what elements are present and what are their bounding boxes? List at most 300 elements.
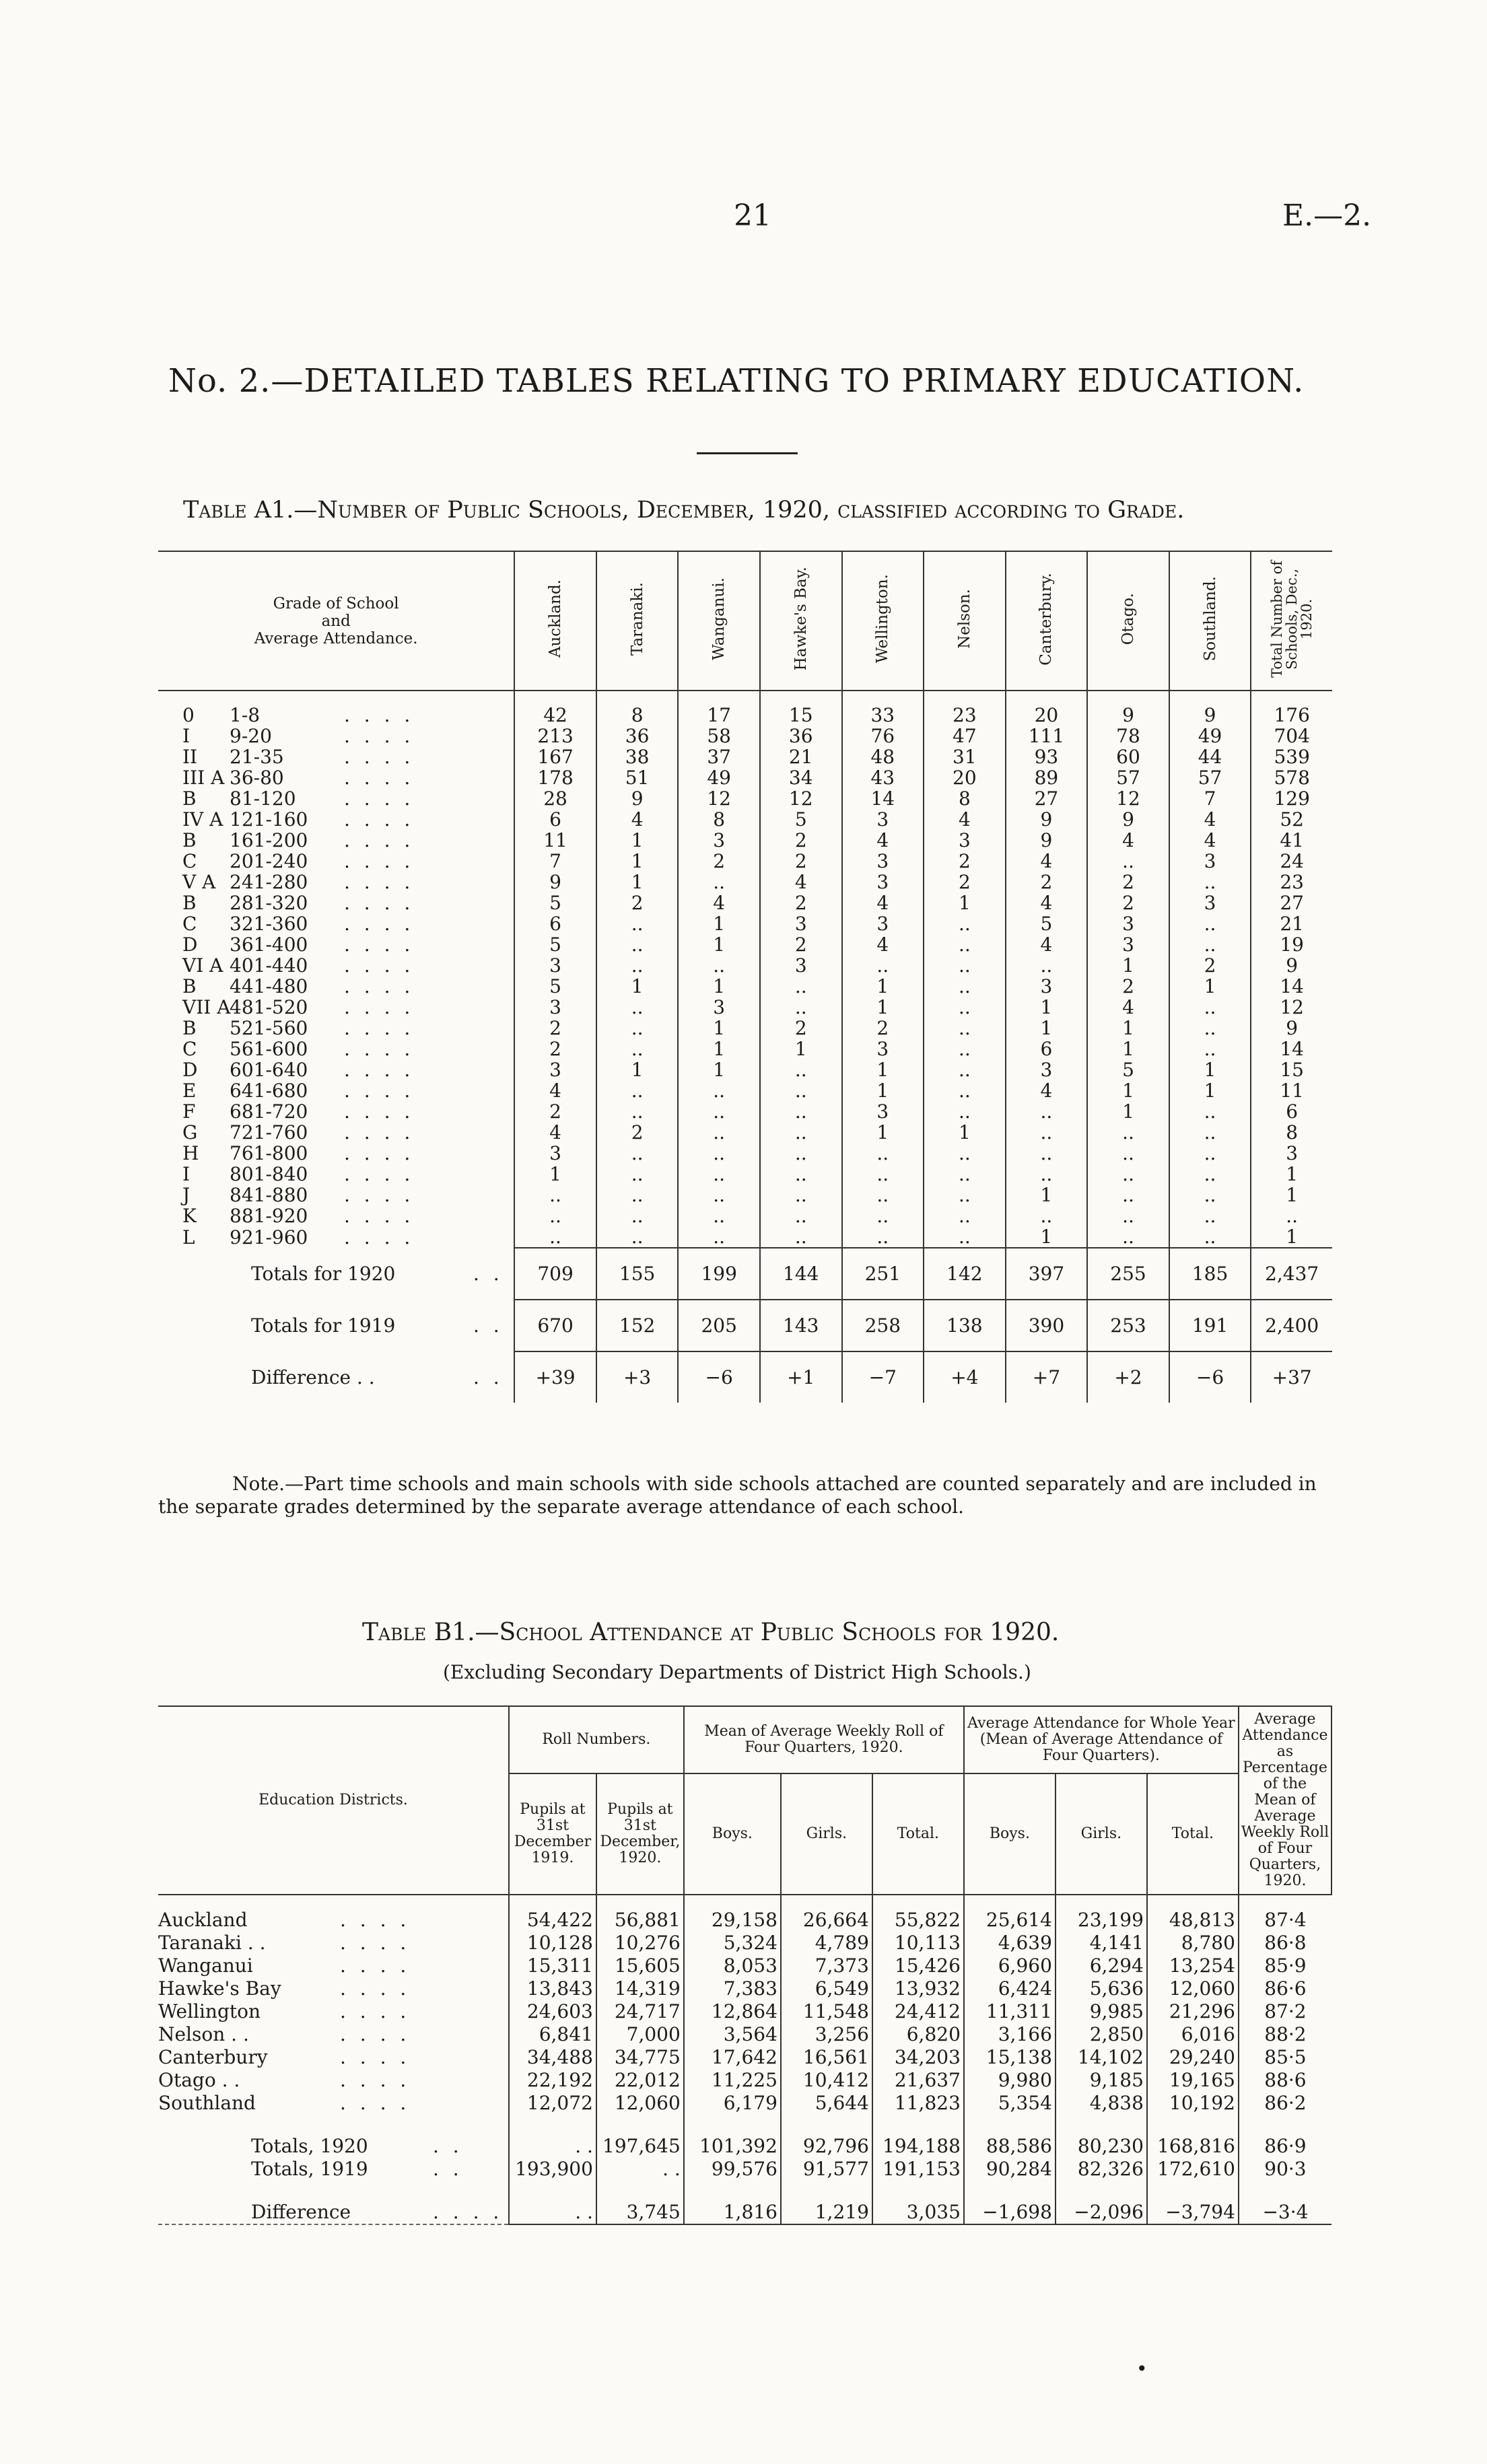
value-cell: .. (1087, 1185, 1169, 1205)
value-cell: 4 (842, 892, 924, 913)
percentage-header: Average Attendance as Percentage of the Mean of Average Weekly Roll of Four Quarters, 1920. (1239, 1706, 1332, 1895)
table-row (158, 726, 1332, 746)
value-cell: 7 (514, 851, 596, 872)
value-cell: 6,424 (964, 1977, 1056, 2000)
value-cell: 1 (596, 830, 679, 851)
value-cell: 2 (760, 830, 842, 851)
value-cell: .. (1251, 1205, 1332, 1226)
value-cell: 3 (1006, 1059, 1088, 1080)
leader-dots: . . (433, 2135, 463, 2157)
value-cell: .. (1169, 872, 1251, 892)
value-cell: 34,203 (872, 2046, 964, 2069)
attendance-range: 281-320 (230, 892, 308, 914)
totals-row (158, 1351, 1332, 1403)
leader-dots: . . . . (344, 725, 415, 747)
value-cell: 3,564 (684, 2023, 781, 2046)
value-cell: 12,060 (596, 2092, 684, 2115)
value-cell: .. (842, 1164, 924, 1185)
grade-cell (158, 1039, 514, 1059)
value-cell: .. (596, 1018, 679, 1039)
value-cell: 1 (1087, 1018, 1169, 1039)
value-cell: 11,548 (781, 2000, 872, 2023)
value-cell: 11 (1251, 1080, 1332, 1101)
value-cell: 22,192 (509, 2069, 596, 2092)
value-cell: 33 (842, 691, 924, 726)
value-cell: .. (760, 1185, 842, 1205)
spacer-cell (1147, 2115, 1239, 2135)
value-cell: +37 (1251, 1351, 1332, 1403)
value-cell: 10,192 (1147, 2092, 1239, 2115)
attendance-range: 441-480 (230, 975, 308, 997)
value-cell: .. (596, 1205, 679, 1226)
value-cell: 3 (760, 955, 842, 976)
value-cell: 2 (1087, 872, 1169, 892)
table-row (158, 1039, 1332, 1059)
table-row (158, 1080, 1332, 1101)
value-cell: 11,311 (964, 2000, 1056, 2023)
mean-roll-header: Mean of Average Weekly Roll of Four Quarters, 1920. (684, 1706, 964, 1773)
value-cell: 43 (842, 767, 924, 788)
spacer-cell (1056, 2181, 1147, 2201)
value-cell: 138 (924, 1300, 1006, 1351)
boys-header: Boys. (684, 1773, 781, 1895)
value-cell: 3 (842, 851, 924, 872)
value-cell: 3 (514, 1059, 596, 1080)
attendance-range: 561-600 (230, 1038, 308, 1060)
totals-label-cell (158, 1351, 514, 1403)
value-cell: 172,610 (1147, 2158, 1239, 2181)
table-row (158, 2046, 1332, 2069)
value-cell: +3 (596, 1351, 679, 1403)
attendance-range: 1-8 (230, 704, 261, 726)
spacer-cell (1147, 2181, 1239, 2201)
value-cell: 4 (1006, 851, 1088, 872)
leader-dots: . . . . (344, 850, 415, 872)
district-name: Wanganui (158, 1955, 253, 1977)
district-name: Southland (158, 2092, 256, 2114)
district-name: Hawke's Bay (158, 1977, 281, 2000)
page-reference: E.—2. (1282, 199, 1372, 233)
girls-header: Girls. (1056, 1773, 1147, 1895)
table-b1-subtitle: (Excluding Secondary Departments of District High Schools.) (443, 1661, 1031, 1683)
value-cell: 2,850 (1056, 2023, 1147, 2046)
grade-cell (158, 746, 514, 767)
value-cell: 4 (596, 809, 679, 830)
value-cell: 2 (924, 872, 1006, 892)
value-cell: 3,035 (872, 2201, 964, 2224)
value-cell: 185 (1169, 1248, 1251, 1300)
value-cell: 19 (1251, 934, 1332, 955)
value-cell: 49 (678, 767, 760, 788)
district-name: Canterbury (158, 2046, 268, 2068)
grade-code: B (182, 829, 197, 851)
value-cell: 2 (1169, 955, 1251, 976)
table-row (158, 1164, 1332, 1185)
value-cell: 144 (760, 1248, 842, 1300)
value-cell: .. (1006, 1164, 1088, 1185)
value-cell: 38 (596, 746, 679, 767)
value-cell: 5,324 (684, 1932, 781, 1955)
value-cell: 5 (1087, 1059, 1169, 1080)
value-cell: 12 (1251, 997, 1332, 1018)
girls-header: Girls. (781, 1773, 872, 1895)
value-cell: .. (678, 1122, 760, 1143)
value-cell: 41 (1251, 830, 1332, 851)
grade-cell (158, 913, 514, 934)
value-cell: 4 (1169, 809, 1251, 830)
grade-code: I (182, 1163, 191, 1185)
value-cell: 19,165 (1147, 2069, 1239, 2092)
grade-header-line: Average Attendance. (254, 629, 418, 647)
table-row (158, 691, 1332, 726)
value-cell: 1 (1006, 1018, 1088, 1039)
column-header (1251, 551, 1332, 691)
value-cell: .. (924, 997, 1006, 1018)
value-cell: −3,794 (1147, 2201, 1239, 2224)
value-cell: 47 (924, 726, 1006, 746)
average-attendance-header: Average Attendance for Whole Year (Mean of Average Attendance of Four Quarters). (964, 1706, 1239, 1773)
table-a1 (158, 551, 1332, 1403)
value-cell: .. (514, 1185, 596, 1205)
value-cell: 11 (514, 830, 596, 851)
value-cell: .. (924, 955, 1006, 976)
spacer-cell (781, 2115, 872, 2135)
value-cell: 12,864 (684, 2000, 781, 2023)
value-cell: 5 (1006, 913, 1088, 934)
grade-cell (158, 726, 514, 746)
value-cell: 5 (514, 934, 596, 955)
district-name: Wellington (158, 2000, 261, 2022)
value-cell: 3,256 (781, 2023, 872, 2046)
value-cell: 9,980 (964, 2069, 1056, 2092)
value-cell: 1 (596, 1059, 679, 1080)
totals-row (158, 1300, 1332, 1351)
value-cell: 7,383 (684, 1977, 781, 2000)
table-row (158, 2023, 1332, 2046)
leader-dots: . . . . (344, 767, 415, 789)
value-cell: 3 (924, 830, 1006, 851)
attendance-range: 521-560 (230, 1017, 308, 1039)
value-cell: 1 (678, 913, 760, 934)
value-cell: 1 (678, 1059, 760, 1080)
attendance-range: 121-160 (230, 808, 308, 831)
table-row (158, 997, 1332, 1018)
value-cell: 9 (1169, 691, 1251, 726)
leader-dots: . . . . (344, 1080, 415, 1102)
district-cell (158, 1955, 509, 1977)
attendance-range: 881-920 (230, 1205, 308, 1227)
value-cell: 1 (1087, 955, 1169, 976)
value-cell: 27 (1251, 892, 1332, 913)
value-cell: 1 (842, 1122, 924, 1143)
value-cell: 57 (1169, 767, 1251, 788)
value-cell: 7 (1169, 788, 1251, 809)
value-cell: 37 (678, 746, 760, 767)
value-cell: 1 (596, 851, 679, 872)
value-cell: 36 (760, 726, 842, 746)
value-cell: 22,012 (596, 2069, 684, 2092)
value-cell: 101,392 (684, 2135, 781, 2158)
leader-dots: . . . . (344, 1205, 415, 1227)
value-cell: +39 (514, 1351, 596, 1403)
value-cell: 4 (514, 1080, 596, 1101)
value-cell: 76 (842, 726, 924, 746)
table-row (158, 767, 1332, 788)
value-cell: 178 (514, 767, 596, 788)
grade-cell (158, 1226, 514, 1248)
value-cell: 8 (678, 809, 760, 830)
value-cell: 1 (678, 976, 760, 997)
grade-cell (158, 1185, 514, 1205)
value-cell: . . (596, 2158, 684, 2181)
leader-dots: . . . . (340, 1932, 411, 1954)
spacer-cell (964, 2115, 1056, 2135)
value-cell: 78 (1087, 726, 1169, 746)
column-header-label: Hawke's Bay. (792, 567, 810, 671)
value-cell: 88,586 (964, 2135, 1056, 2158)
grade-code: B (182, 975, 197, 997)
column-header (678, 551, 760, 691)
attendance-range: 921-960 (230, 1226, 308, 1248)
spacer-row (158, 2181, 1332, 2201)
value-cell: .. (596, 1164, 679, 1185)
value-cell: 23 (1251, 872, 1332, 892)
value-cell: 85·9 (1239, 1955, 1332, 1977)
value-cell: 390 (1006, 1300, 1088, 1351)
roll-header: Roll Numbers. (509, 1706, 684, 1773)
leader-dots: . . . . (344, 1142, 415, 1164)
value-cell: .. (924, 976, 1006, 997)
grade-code: H (182, 1142, 199, 1164)
value-cell: 9 (1006, 830, 1088, 851)
value-cell: 12 (1087, 788, 1169, 809)
value-cell: 15 (760, 691, 842, 726)
value-cell: 9,185 (1056, 2069, 1147, 2092)
value-cell: 4 (1169, 830, 1251, 851)
value-cell: 2,400 (1251, 1300, 1332, 1351)
value-cell: .. (514, 1226, 596, 1248)
grade-code: D (182, 1059, 198, 1081)
value-cell: 56,881 (596, 1895, 684, 1932)
spacer-cell (158, 2115, 509, 2135)
value-cell: 1 (1169, 1080, 1251, 1101)
value-cell: 2 (760, 892, 842, 913)
value-cell: .. (1169, 997, 1251, 1018)
value-cell: 6 (1006, 1039, 1088, 1059)
value-cell: .. (760, 1080, 842, 1101)
value-cell: +2 (1087, 1351, 1169, 1403)
value-cell: .. (924, 1039, 1006, 1059)
difference-label: Difference (251, 2201, 351, 2223)
value-cell: 3 (1087, 913, 1169, 934)
leader-dots: . . . . (344, 746, 415, 768)
table-row (158, 1122, 1332, 1143)
leader-dots: . . . . (340, 1955, 411, 1977)
value-cell: 21 (760, 746, 842, 767)
value-cell: 15 (1251, 1059, 1332, 1080)
value-cell: 3 (842, 1101, 924, 1122)
value-cell: −2,096 (1056, 2201, 1147, 2224)
spacer-cell (1056, 2115, 1147, 2135)
value-cell: 12,072 (509, 2092, 596, 2115)
leader-dots: . . . . (344, 1226, 415, 1248)
value-cell: 87·4 (1239, 1895, 1332, 1932)
column-header (596, 551, 679, 691)
table-a1-body (158, 691, 1332, 1403)
attendance-range: 36-80 (230, 767, 284, 789)
grade-header-line: and (321, 612, 351, 630)
difference-row (158, 2201, 1332, 2224)
grade-cell (158, 872, 514, 892)
value-cell: 1 (678, 934, 760, 955)
value-cell: 709 (514, 1248, 596, 1300)
value-cell: .. (760, 1143, 842, 1164)
value-cell: 7,373 (781, 1955, 872, 1977)
spacer-cell (781, 2181, 872, 2201)
value-cell: .. (1087, 1122, 1169, 1143)
leader-dots: . . . . (344, 808, 415, 831)
value-cell: 3 (514, 997, 596, 1018)
leader-dots: . . . . (344, 1184, 415, 1206)
leader-dots: . . . . (433, 2201, 504, 2223)
district-cell (158, 1932, 509, 1955)
value-cell: 9,985 (1056, 2000, 1147, 2023)
value-cell: 34,775 (596, 2046, 684, 2069)
value-cell: .. (1006, 1101, 1088, 1122)
value-cell: 10,113 (872, 1932, 964, 1955)
value-cell: 10,412 (781, 2069, 872, 2092)
grade-code: C (182, 913, 197, 935)
value-cell: 2,437 (1251, 1248, 1332, 1300)
value-cell: .. (678, 1185, 760, 1205)
grade-cell (158, 892, 514, 913)
grade-cell (158, 976, 514, 997)
value-cell: 24,717 (596, 2000, 684, 2023)
column-header (514, 551, 596, 691)
value-cell: 1 (1006, 1185, 1088, 1205)
value-cell: 16,561 (781, 2046, 872, 2069)
grade-code: 0 (182, 704, 195, 726)
value-cell: 168,816 (1147, 2135, 1239, 2158)
grade-header (158, 551, 514, 691)
value-cell: .. (1169, 1143, 1251, 1164)
value-cell: 90,284 (964, 2158, 1056, 2181)
district-cell (158, 2023, 509, 2046)
value-cell: 3 (1006, 976, 1088, 997)
value-cell: .. (1169, 1018, 1251, 1039)
leader-dots: . . . . (340, 2000, 411, 2022)
value-cell: 4,838 (1056, 2092, 1147, 2115)
value-cell: 20 (1006, 691, 1088, 726)
grade-cell (158, 1101, 514, 1122)
value-cell: 1 (1251, 1164, 1332, 1185)
leader-dots: . . (473, 1263, 504, 1285)
table-row (158, 934, 1332, 955)
value-cell: 14 (1251, 1039, 1332, 1059)
value-cell: 6,841 (509, 2023, 596, 2046)
value-cell: 152 (596, 1300, 679, 1351)
value-cell: . . (509, 2135, 596, 2158)
value-cell: +4 (924, 1351, 1006, 1403)
value-cell: 4 (760, 872, 842, 892)
totals-label: Totals for 1920 (251, 1263, 396, 1285)
value-cell: .. (924, 1164, 1006, 1185)
leader-dots: . . . . (344, 1163, 415, 1185)
value-cell: 49 (1169, 726, 1251, 746)
grade-code: VI A (182, 954, 223, 977)
column-header (1006, 551, 1088, 691)
value-cell: .. (1006, 1205, 1088, 1226)
value-cell: .. (842, 1185, 924, 1205)
value-cell: 1 (678, 1018, 760, 1039)
value-cell: 255 (1087, 1248, 1169, 1300)
attendance-range: 401-440 (230, 954, 308, 977)
leader-dots: . . . . (344, 871, 415, 893)
value-cell: 2 (760, 851, 842, 872)
value-cell: 253 (1087, 1300, 1169, 1351)
column-header-label: Wellington. (874, 574, 892, 664)
grade-cell (158, 955, 514, 976)
value-cell: 10,128 (509, 1932, 596, 1955)
value-cell: .. (1087, 1226, 1169, 1248)
value-cell: 111 (1006, 726, 1088, 746)
value-cell: 1 (924, 1122, 1006, 1143)
table-row (158, 913, 1332, 934)
grade-header-line: Grade of School (273, 594, 399, 612)
value-cell: 4 (1006, 1080, 1088, 1101)
table-b1-header-row (158, 1706, 1332, 1773)
table-row (158, 1185, 1332, 1205)
district-cell (158, 2046, 509, 2069)
grade-code: D (182, 934, 198, 956)
attendance-range: 721-760 (230, 1121, 308, 1143)
value-cell: 17,642 (684, 2046, 781, 2069)
value-cell: 91,577 (781, 2158, 872, 2181)
leader-dots: . . (433, 2158, 463, 2180)
value-cell: 3 (1169, 851, 1251, 872)
bottom-mark: • (1136, 2358, 1148, 2380)
column-header (760, 551, 842, 691)
table-note: Note.—Part time schools and main schools with side schools attached are counted separately and are included in the separate grades determined by the separate average attendance of each school. (158, 1473, 1317, 1518)
leader-dots: . . (473, 1314, 504, 1337)
value-cell: 92,796 (781, 2135, 872, 2158)
value-cell: 704 (1251, 726, 1332, 746)
value-cell: 1 (842, 1059, 924, 1080)
value-cell: 3 (1087, 934, 1169, 955)
value-cell: 86·9 (1239, 2135, 1332, 2158)
value-cell: 213 (514, 726, 596, 746)
value-cell: .. (596, 913, 679, 934)
value-cell: .. (678, 1164, 760, 1185)
attendance-range: 201-240 (230, 850, 308, 872)
grade-cell (158, 934, 514, 955)
value-cell: 3,745 (596, 2201, 684, 2224)
title-rule (697, 452, 798, 454)
value-cell: 2 (924, 851, 1006, 872)
table-row (158, 1977, 1332, 2000)
value-cell: 1 (678, 1039, 760, 1059)
value-cell: 194,188 (872, 2135, 964, 2158)
value-cell: 5 (514, 976, 596, 997)
table-b1-title: Table B1.—School Attendance at Public Schools for 1920. (362, 1619, 1060, 1646)
column-header-label: Wanganui. (710, 577, 728, 660)
value-cell: 99,576 (684, 2158, 781, 2181)
grade-cell (158, 1143, 514, 1164)
value-cell: .. (678, 1226, 760, 1248)
value-cell: 8,780 (1147, 1932, 1239, 1955)
value-cell: 13,932 (872, 1977, 964, 2000)
table-row (158, 1932, 1332, 1955)
